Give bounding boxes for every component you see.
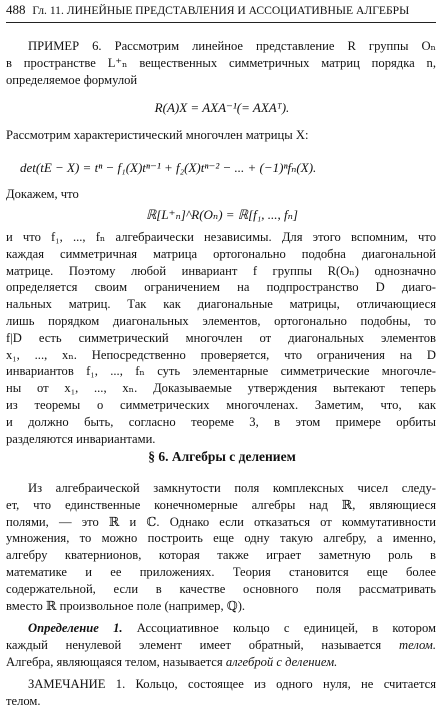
prove-intro xyxy=(6,186,436,203)
formula-char-poly: det(tE − X) = tⁿ − f₁(X)tⁿ⁻¹ + f₂(X)tⁿ⁻² − ... + (−1)ⁿfₙ(X). xyxy=(20,160,317,175)
definition-text-1: Ассоциативное кольцо с единицей, в котором xyxy=(136,621,436,635)
formula-invariants: ℝ[L⁺ₙ]^R(Oₙ) = ℝ[f₁, ..., fₙ] xyxy=(146,207,298,222)
remark-paragraph xyxy=(6,676,436,710)
prove-intro-text: Докажем, что xyxy=(6,187,79,201)
section-line: вместо ℝ произвольное поле (например, ℚ). xyxy=(6,598,246,613)
page-number: 488 xyxy=(6,2,26,17)
char-poly-intro xyxy=(6,127,436,144)
section-line: ет, что единственные конечномерные алгебры над ℝ, являющиеся xyxy=(6,497,436,512)
section-line: алгебру кватернионов, которая также играет заметную роль в xyxy=(6,548,436,563)
section-line: Из алгебраической замкнутости поля комплексных чисел следу- xyxy=(28,481,436,495)
proof-line: лишь порядком диагональных элементов, ортогонально подобны, то xyxy=(6,313,436,328)
running-header xyxy=(6,2,436,18)
term-telo: телом. xyxy=(398,637,436,652)
proof-line: ны от x₁, ..., xₙ. Доказываемые утверждения вытекают теперь xyxy=(6,381,436,396)
term-division-algebra: алгеброй с делением. xyxy=(225,654,338,669)
formula-representation: R(A)X = AXA⁻¹(= AXAᵀ). xyxy=(154,100,290,115)
section-line: содержательной, если в качестве основного поля рассматривать xyxy=(6,581,436,596)
section-heading: § 6. Алгебры с делением xyxy=(148,449,296,464)
section-line: умножения, то можно построить еще одну такую алгебру, а именно, xyxy=(6,531,436,546)
section-line: полями, — это ℝ и ℂ. Однако если отказаться от коммутативности xyxy=(6,514,436,529)
char-poly-intro-text: Рассмотрим характеристический многочлен матрицы X: xyxy=(6,128,309,142)
proof-line: нальных матриц. Так как диагональные матрицы, отличающиеся xyxy=(6,297,436,312)
proof-line: и что f₁, ..., fₙ алгебраически независимы. Для этого вспомним, что xyxy=(6,230,436,244)
proof-line: каждая симметричная матрица ортогонально подобна диагональной xyxy=(6,246,436,261)
proof-line: матрице. Поэтому любой инвариант f группы R(Oₙ) однозначно xyxy=(6,263,436,278)
section-line: математике и ее приложениях. Теория становится еще более xyxy=(6,564,436,579)
example-line-3: определяемое формулой xyxy=(6,72,138,87)
remark-line-2: телом. xyxy=(6,693,41,708)
proof-line: определяется своим ограничением на подпространство D диаго- xyxy=(6,280,436,295)
proof-line: f|D есть симметрический многочлен от диагональных элементов xyxy=(6,330,436,345)
proof-line: и должно быть, согласно теореме 3, в этом примере орбиты xyxy=(6,414,436,429)
proof-line: из теоремы о симметрических многочленах. Заметим, что, как xyxy=(6,397,436,412)
header-rule xyxy=(6,22,436,23)
definition-paragraph xyxy=(6,620,436,670)
definition-line-1 xyxy=(6,620,436,637)
section-paragraph xyxy=(6,480,436,614)
example-paragraph xyxy=(6,38,436,88)
example-line-1: ПРИМЕР 6. Рассмотрим линейное представление R группы Oₙ xyxy=(28,39,436,53)
definition-line-2 xyxy=(6,637,436,654)
proof-line: x₁, ..., xₙ. Непосредственно проверяется, что ограничения на D xyxy=(6,347,436,362)
proof-paragraph xyxy=(6,229,436,447)
example-line-2: в пространстве L⁺ₙ вещественных симметричных матриц порядка n, xyxy=(6,55,436,70)
running-title: Гл. 11. ЛИНЕЙНЫЕ ПРЕДСТАВЛЕНИЯ И АССОЦИАТИВНЫЕ АЛГЕБРЫ xyxy=(32,4,410,17)
remark-line-1: ЗАМЕЧАНИЕ 1. Кольцо, состоящее из одного нуля, не считается xyxy=(28,677,436,691)
definition-text-2: каждый ненулевой элемент имеет обратный, называется xyxy=(6,637,382,652)
proof-line: инвариантов f₁, ..., fₙ суть элементарные симметрические многочле- xyxy=(6,364,436,379)
definition-heading: Определение 1. xyxy=(28,621,123,635)
definition-text-3: Алгебра, являющаяся телом, называется xyxy=(6,654,223,669)
definition-line-3 xyxy=(6,654,436,671)
proof-line: разделяются инвариантами. xyxy=(6,431,156,446)
